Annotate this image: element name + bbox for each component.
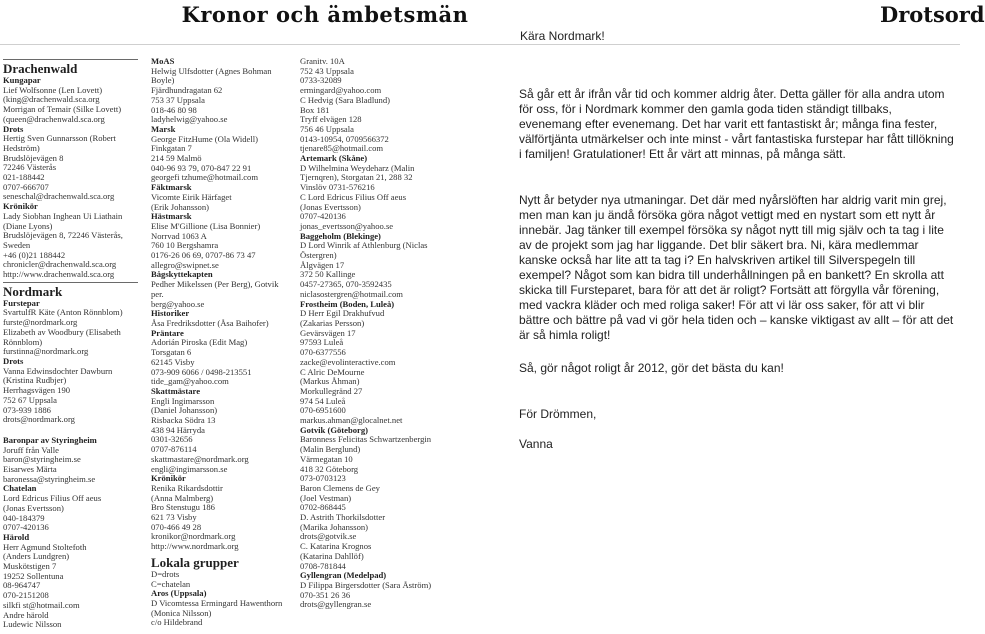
contact-line: Joruff från Valle: [3, 444, 60, 455]
role-heading: Fäktmarsk: [151, 182, 192, 193]
officer-column-3: [300, 57, 436, 610]
contact-line: 040-96 93 79, 070-847 22 91: [151, 162, 252, 173]
region-heading: Drachenwald: [3, 59, 138, 76]
contact-line: 372 50 Kallinge: [300, 269, 356, 280]
contact-line: D Herr Egil Drakhufvud: [300, 308, 385, 319]
contact-line: D. Astrith Thorkilsdotter: [300, 512, 386, 523]
letter-paragraph: Så, gör något roligt år 2012, gör det bästa du kan!: [519, 361, 784, 375]
contact-line: George FitzHume (Ola Widell): [151, 133, 258, 144]
contact-line: Box 181: [300, 104, 330, 115]
letter-paragraph: Nytt år betyder nya utmaningar. Det där med nyårslöften har aldrig varit min grej, men man kan ju ändå försöka göra något vettigt med en nystart som ett nytt år innebär. Jag tänker till exempel försöka sy något nytt till mig själv och ta tag i lite av de projekt som jag har liggande. Det blir säkert bra. Ni, kära medlemmar kanske också har lite att ta tag i? En halvskriven artikel till Silverspegeln till exempel? Något som kan bidra till underhållningen på en bankett? En skrolla att skicka till Fursteparet, bara för att det är roligt? Fortsätt att förgylla vår förening, med vackra kläder och med roliga saker! För att vi lär oss saker, för att vi blir bättre och bättre på vad vi gör hela tiden och – kanske viktigast av allt – för att det är så himla roligt!: [519, 193, 954, 342]
contact-line: D Filippa Birgersdotter (Sara Åström): [300, 579, 432, 590]
role-heading: Bågskyttekapten: [151, 269, 213, 280]
contact-line: kronikor@nordmark.org: [151, 531, 236, 542]
contact-line: Herr Agmund Stoltefoth: [3, 541, 87, 552]
section-title-left: Kronor och ämbetsmän: [181, 2, 469, 27]
role-heading: Baronpar av Styringheim: [3, 434, 97, 445]
contact-line: Torsgatan 6: [151, 347, 192, 358]
contact-line: Hertig Sven Gunnarsson (Robert Hedström): [3, 133, 116, 153]
role-heading: MoAS: [151, 56, 175, 66]
role-heading: Drots: [3, 123, 24, 134]
contact-line: Risbacka Södra 13: [151, 415, 216, 426]
contact-line: (Daniel Johansson): [151, 405, 218, 416]
contact-line: 0707-420136: [300, 211, 346, 222]
contact-line: silkfi st@hotmail.com: [3, 599, 80, 610]
contact-line: 0733-32089: [300, 75, 342, 86]
contact-line: 070-351 26 36: [300, 589, 351, 600]
role-heading: Härold: [3, 531, 30, 542]
contact-line: Fjärdhundragatan 62: [151, 85, 223, 96]
contact-line: (Anna Malmberg): [151, 492, 214, 503]
contact-line: 72246 Västerås: [3, 162, 57, 173]
contact-line: furste@nordmark.org: [3, 317, 78, 328]
role-heading: Skattmästare: [151, 385, 201, 396]
header-divider-right: [510, 44, 960, 45]
contact-line: baron@styringheim.se: [3, 454, 81, 465]
contact-line: Lord Edricus Filius Off aeus: [3, 493, 102, 504]
contact-line: (Jonas Evertsson): [3, 502, 64, 513]
contact-line: engli@ingimarsson.se: [151, 463, 228, 474]
contact-line: 021-188442: [3, 172, 45, 183]
letter-salutation: Kära Nordmark!: [520, 29, 605, 43]
contact-line: (Erik Johansson): [151, 201, 209, 212]
contact-line: baronessa@styringheim.se: [3, 473, 96, 484]
contact-line: Andre härold: [3, 609, 49, 620]
contact-line: allegro@swipnet.se: [151, 259, 219, 270]
contact-line: Morrigan of Temair (Silke Lovett): [3, 104, 122, 115]
contact-line: 070-2151208: [3, 590, 49, 601]
contact-line: tide_gam@yahoo.com: [151, 376, 229, 387]
header-divider-left: [0, 44, 510, 45]
contact-line: 97593 Luleå: [300, 337, 344, 348]
contact-line: 070-466 49 28: [151, 521, 202, 532]
contact-line: (Zakarias Persson): [300, 317, 365, 328]
role-heading: Frostheim (Boden, Luleå): [300, 298, 395, 309]
role-heading: Aros (Uppsala): [151, 588, 207, 599]
contact-line: 073-909 6066 / 0498-213551: [151, 366, 252, 377]
contact-line: Helwig Ulfsdotter (Agnes Bohman Boyle): [151, 65, 272, 86]
role-heading: Historiker: [151, 308, 190, 319]
region-heading: Lokala grupper: [151, 554, 239, 570]
contact-line: 0301-32656: [151, 434, 193, 445]
contact-line: 974 54 Luleå: [300, 395, 346, 406]
contact-line: markus.ahman@glocalnet.net: [300, 415, 403, 426]
contact-line: Norrvad 1063 A: [151, 230, 207, 241]
contact-line: (Joel Vestman): [300, 492, 352, 503]
contact-line: c/o Hildebrand: [151, 617, 203, 628]
contact-line: C=chatelan: [151, 578, 191, 589]
contact-line: http://www.nordmark.org: [151, 541, 239, 552]
contact-line: (queen@drachenwald.sca.org: [3, 113, 105, 124]
contact-line: 62145 Visby: [151, 356, 195, 367]
contact-line: Värmegatan 10: [300, 453, 353, 464]
contact-line: niclasostergren@hotmail.com: [300, 288, 403, 299]
contact-line: (Monica Nilsson): [151, 607, 212, 618]
contact-line: Adorián Piroska (Edit Mag): [151, 337, 248, 348]
contact-line: Bro Stenstugu 186: [151, 502, 215, 513]
contact-line: 621 73 Visby: [151, 512, 197, 523]
contact-line: 756 46 Uppsala: [300, 123, 354, 134]
contact-line: drots@nordmark.org: [3, 414, 75, 425]
role-heading: Artemark (Skåne): [300, 153, 368, 164]
role-heading: Hästmarsk: [151, 211, 192, 222]
role-heading: Baggeholm (Blekinge): [300, 230, 381, 241]
contact-line: Brudslöjevägen 8, 72246 Västerås, Sweden: [3, 230, 123, 250]
contact-line: zacke@evolinteractive.com: [300, 356, 396, 367]
contact-line: furstinna@nordmark.org: [3, 346, 89, 357]
contact-line: SvartulfR Käte (Anton Rönnblom): [3, 307, 123, 318]
letter-signature: Vanna: [519, 437, 553, 451]
contact-line: 752 43 Uppsala: [300, 65, 354, 76]
contact-line: Lief Wolfsonne (Len Lovett): [3, 84, 103, 95]
contact-line: drots@gotvik.se: [300, 531, 357, 542]
contact-line: Muskötstigen 7: [3, 561, 57, 572]
contact-line: Lady Siobhan Inghean Ui Liathain (Diane Lyons): [3, 210, 123, 231]
role-heading: Gotvik (Göteborg): [300, 424, 369, 435]
letter-body: [519, 87, 956, 452]
contact-line: 08-964747: [3, 580, 41, 591]
contact-line: Renika Rikardsdottir: [151, 482, 223, 493]
contact-line: 073-0703123: [300, 473, 346, 484]
contact-line: (Markus Åhman): [300, 376, 360, 387]
contact-line: C Hedvig (Sara Bladlund): [300, 94, 390, 105]
role-heading: Krönikör: [151, 473, 186, 484]
contact-line: berg@yahoo.se: [151, 298, 205, 309]
contact-line: drots@gyllengran.se: [300, 599, 372, 610]
contact-line: Vicomte Eirik Härfaget: [151, 191, 232, 202]
letter-closing: För Drömmen,: [519, 407, 597, 421]
contact-line: jonas_evertsson@yahoo.se: [300, 220, 394, 231]
contact-line: (Katarina Dahllöf): [300, 550, 364, 561]
contact-line: 018-46 80 98: [151, 104, 197, 115]
officer-column-2: [151, 57, 286, 628]
contact-line: 214 59 Malmö: [151, 153, 202, 164]
role-heading: Furstepar: [3, 297, 40, 308]
contact-line: D Wilhelmina Weydeharz (Malin Tjernqren), Storgatan 21, 288 32 Vinslöv 0731-576216: [300, 162, 415, 193]
contact-line: 0708-781844: [300, 560, 346, 571]
contact-line: (Anders Lundgren): [3, 551, 70, 562]
contact-line: 0702-868445: [300, 502, 346, 513]
role-heading: Kungapar: [3, 75, 41, 85]
contact-line: http://www.drachenwald.sca.org: [3, 269, 115, 280]
role-heading: Chatelan: [3, 483, 37, 494]
contact-line: ermingard@yahoo.com: [300, 85, 382, 96]
contact-line: (Marika Johansson): [300, 521, 369, 532]
contact-line: tjenare85@hotmail.com: [300, 143, 384, 154]
contact-line: Ludewic Nilsson: [3, 619, 62, 630]
contact-line: Morkullegränd 27: [300, 385, 363, 396]
contact-line: 760 10 Bergshamra: [151, 240, 219, 251]
contact-line: 438 94 Härryda: [151, 424, 205, 435]
contact-line: Elise M'Gillione (Lisa Bonnier): [151, 220, 261, 231]
contact-line: 19252 Sollentuna: [3, 570, 64, 581]
contact-line: Tryff elvägen 128: [300, 114, 362, 125]
region-heading: Nordmark: [3, 282, 138, 299]
contact-line: Elizabeth av Woodbury (Elisabeth Rönnblom): [3, 326, 121, 347]
contact-line: Finkgatan 7: [151, 143, 192, 154]
contact-line: 752 67 Uppsala: [3, 394, 57, 405]
contact-line: Baron Clemens de Gey: [300, 482, 380, 493]
contact-line: D Vicomtessa Ermingard Hawenthorn: [151, 597, 283, 608]
contact-line: 0176-26 06 69, 0707-86 73 47: [151, 250, 256, 261]
contact-line: Eisarwes Märta: [3, 464, 57, 475]
contact-line: Ålgvägen 17: [300, 259, 345, 270]
contact-line: D Lord Winrik af Athlenburg (Niclas Östergren): [300, 240, 428, 261]
contact-line: georgefi tzhume@hotmail.com: [151, 172, 259, 183]
contact-line: 0707-876114: [151, 444, 197, 455]
contact-line: chronicler@drachenwald.sca.org: [3, 259, 117, 270]
contact-line: C. Katarina Krognos: [300, 541, 372, 552]
contact-line: seneschal@drachenwald.sca.org: [3, 191, 115, 202]
contact-line: skattmastare@nordmark.org: [151, 453, 249, 464]
role-heading: Drots: [3, 355, 24, 366]
contact-line: Brudslöjevägen 8: [3, 152, 64, 163]
role-heading: Präntare: [151, 327, 184, 338]
contact-line: D=drots: [151, 568, 180, 579]
contact-line: Baronness Felicitas Schwartzenbergin: [300, 434, 432, 445]
contact-line: +46 (0)21 188442: [3, 249, 66, 260]
contact-line: (Malin Berglund): [300, 444, 361, 455]
contact-line: C Lord Edricus Filius Off aeus: [300, 191, 407, 202]
role-heading: Marsk: [151, 123, 176, 134]
contact-line: 070-6377556: [300, 347, 346, 358]
contact-line: 0707-420136: [3, 522, 49, 533]
contact-line: 073-939 1886: [3, 404, 51, 415]
contact-line: Gevärsvägen 17: [300, 327, 356, 338]
officer-column-1: [3, 57, 138, 630]
contact-line: ladyhelwig@yahoo.se: [151, 114, 228, 125]
contact-line: Engli Ingimarsson: [151, 395, 215, 406]
contact-line: 040-184379: [3, 512, 45, 523]
contact-line: Pedher Mikelssen (Per Berg), Gotvik per.: [151, 279, 279, 299]
contact-line: 0143-10954, 0709566372: [300, 133, 389, 144]
contact-line: (Jonas Evertsson): [300, 201, 361, 212]
contact-line: Vanna Edwinsdochter Dawburn (Kristina Rudbjer): [3, 365, 113, 386]
section-title-right: Drotsord: [880, 2, 985, 27]
contact-line: Herrhagsvägen 190: [3, 385, 71, 396]
contact-line: Granitv. 10A: [300, 56, 345, 66]
contact-line: C Alric DeMourne: [300, 366, 365, 377]
contact-line: (king@drachenwald.sca.org: [3, 94, 100, 105]
contact-line: 070-6951600: [300, 405, 346, 416]
contact-line: 0457-27365, 070-3592435: [300, 279, 392, 290]
contact-line: Åsa Fredriksdotter (Åsa Baihofer): [151, 317, 269, 328]
role-heading: Krönikör: [3, 201, 38, 212]
contact-line: 418 32 Göteborg: [300, 463, 359, 474]
contact-line: 753 37 Uppsala: [151, 94, 205, 105]
letter-paragraph: Så går ett år ifrån vår tid och kommer aldrig åter. Detta gäller för alla andra utom för oss, för i Nordmark kommer den gamla goda tiden ständigt tillbaks, evenemang efter evenemang. Det har varit ett fantastiskt år; många fina fester, välförtjänta utmärkelser och inte minst - vårt fantastiska furstepar har fått tillökning i familjen! Gratulationer! Ett år värt att minnas, på många sätt.: [519, 87, 954, 161]
role-heading: Gyllengran (Medelpad): [300, 570, 387, 581]
contact-line: 0707-666707: [3, 181, 49, 192]
